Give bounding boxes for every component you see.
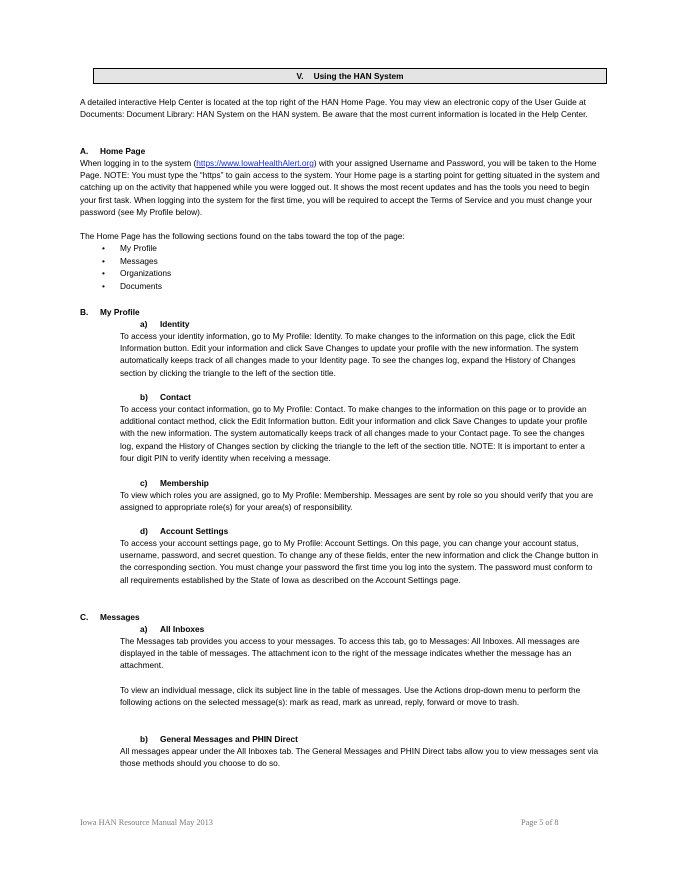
list-item: • Documents — [102, 280, 171, 293]
profile-heading: B. My Profile — [80, 307, 140, 317]
membership-heading: c) Membership — [140, 478, 209, 488]
view-message-paragraph: To view an individual message, click its subject line in the table of messages. Use the Actions drop-down menu to perform the following actions on the selected message(s): mark as read, mark as unread, reply, forward or move to trash. — [120, 685, 581, 708]
account-settings-heading: d) Account Settings — [140, 526, 229, 536]
section-title: Using the HAN System — [313, 71, 404, 81]
account-settings-paragraph: To access your account settings page, go to My Profile: Account Settings. On this page, you can change your account status, username, password, and secret question. To change any of these fields, enter the new information and click the Change button in the corresponding section. You must change your password the first time you log into the system. The password must conform to all requirements established by the State of Iowa as described on the Account Settings page. — [120, 538, 599, 585]
list-item: • Messages — [102, 255, 171, 268]
footer-manual-title: Iowa HAN Resource Manual May 2013 — [80, 818, 213, 827]
section-number: V. — [296, 71, 304, 81]
intro-paragraph: A detailed interactive Help Center is located at the top right of the HAN Home Page. You may view an electronic copy of the User Guide at Documents: Document Library: HAN System on the HAN system. Be aware that the most current information is located in the Help Center. — [80, 97, 588, 120]
contact-paragraph: To access your contact information, go to My Profile: Contact. To make changes to the information on this page or to provide an additional contact method, click the Edit Information button. Edit your information and click Save Changes to update your profile with the new information. The system automatically keeps track of all changes made to your Contact page. To see the changes log, expand the History of Changes section by clicking the triangle to the left of the section title. NOTE: It is important to enter a four digit PIN to verify identity when receiving a message. — [120, 404, 588, 463]
list-item: • Organizations — [102, 267, 171, 280]
iowa-health-alert-link[interactable]: https://www.IowaHealthAlert.org — [196, 158, 314, 168]
all-inboxes-heading: a) All Inboxes — [140, 624, 205, 634]
home-tabs-intro: The Home Page has the following sections found on the tabs toward the top of the page: — [80, 231, 405, 241]
contact-heading: b) Contact — [140, 392, 191, 402]
membership-paragraph: To view which roles you are assigned, go to My Profile: Membership. Messages are sent by role so you should verify that you are assigned to appropriate role(s) for your area(s) of responsibility. — [120, 490, 594, 513]
identity-heading: a) Identity — [140, 319, 190, 329]
section-heading — [93, 68, 607, 84]
identity-paragraph: To access your identity information, go to My Profile: Identity. To make changes to the information on this page, click the Edit Information button. Edit your information and click Save Changes to update your profile with the new information. The system automatically keeps track of all changes made to your Identity page. To see the changes log, expand the History of Changes section by clicking the triangle to the left of the section title. — [120, 331, 579, 378]
general-messages-heading: b) General Messages and PHIN Direct — [140, 734, 298, 744]
general-messages-paragraph: All messages appear under the All Inboxes tab. The General Messages and PHIN Direct tabs allow you to view messages sent via those methods should you choose to do so. — [120, 746, 599, 769]
all-inboxes-paragraph: The Messages tab provides you access to your messages. To access this tab, go to Messages: All Inboxes. All messages are displayed in the table of messages. The attachment icon to the right of the message indicates whether the message has an attachment. — [120, 636, 580, 671]
messages-heading: C. Messages — [80, 612, 140, 622]
home-heading: A. Home Page — [80, 146, 146, 156]
list-item: • My Profile — [102, 242, 171, 255]
home-paragraph: When logging in to the system (https://www.IowaHealthAlert.org) with your assigned Username and Password, you will be taken to the Home Page. NOTE: You must type the “https” to gain access to the system. Your Home page is a starting point for getting situated in the system and catching up on the activity that happened while you were logged out. It shows the most recent updates and has the tools you need to begin your first task. When logging into the system for the first time, you will be required to accept the Terms of Service and you must change your password (see My Profile below). — [80, 158, 600, 217]
home-tabs-list — [102, 242, 171, 292]
footer-page-number: Page 5 of 8 — [521, 818, 559, 827]
